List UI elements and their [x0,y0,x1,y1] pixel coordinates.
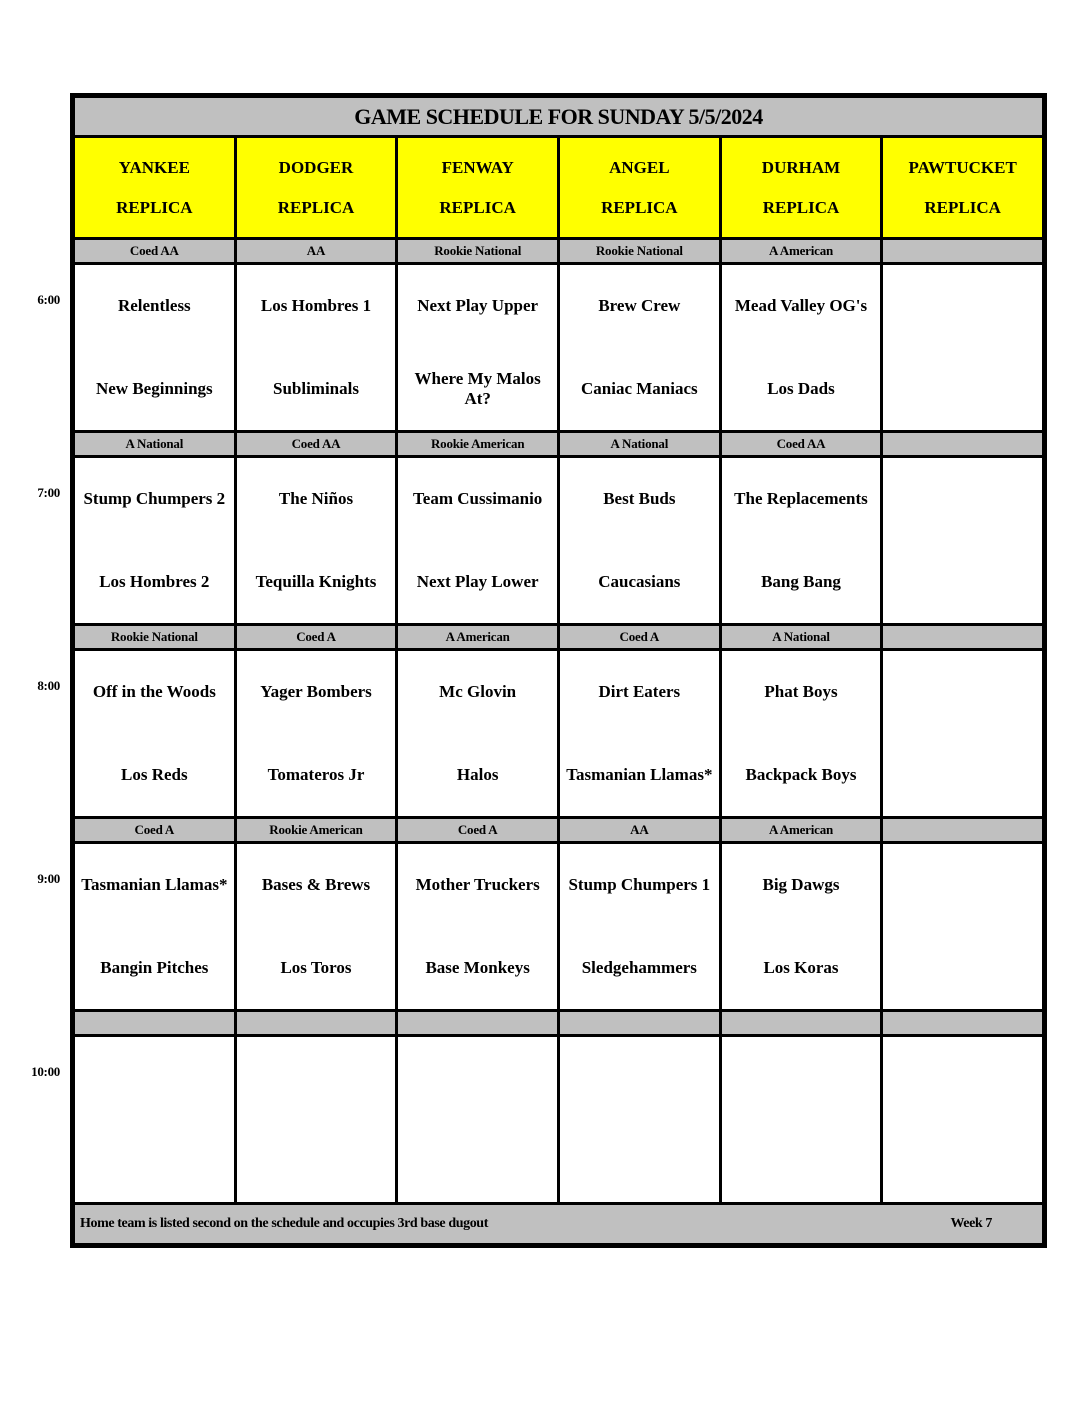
division-cell: Coed A [560,626,719,648]
field-name: ANGEL [609,157,670,177]
home-team: Los Koras [763,957,839,977]
division-cell: Rookie American [237,819,396,841]
field-type: REPLICA [277,197,355,217]
visitor-team: Off in the Woods [92,682,216,702]
visitor-team: The Niños [278,489,354,509]
division-cell: Coed A [398,819,557,841]
home-team: Halos [456,764,499,784]
home-team: Next Play Lower [416,571,539,591]
division-cell: Coed A [75,819,234,841]
game-cell [75,458,234,623]
home-team: Tequilla Knights [255,571,377,591]
home-team: Base Monkeys [425,957,530,977]
week-label: Week 7 [950,1216,992,1231]
home-team: Subliminals [272,378,359,398]
visitor-team: Bases & Brews [261,875,371,895]
game-cell [398,651,557,816]
game-cell [560,265,719,430]
home-team: Caniac Maniacs [581,378,698,398]
division-cell [883,626,1042,648]
field-name: FENWAY [441,157,514,177]
home-team: Tasmanian Llamas* [566,764,713,784]
game-cell [722,1037,881,1202]
visitor-team [237,1037,396,1120]
field-type: REPLICA [762,197,840,217]
game-cell [398,1037,557,1202]
division-cell: A American [722,240,881,262]
division-cell [883,240,1042,262]
home-team: Tomateros Jr [267,764,365,784]
game-cell [722,651,881,816]
game-cell [560,844,719,1009]
game-cell [722,458,881,623]
time-label-6: 6:00 [37,292,60,307]
visitor-team: The Replacements [734,489,868,509]
schedule-title: GAME SCHEDULE FOR SUNDAY 5/5/2024 [75,98,1042,135]
division-cell: A National [75,433,234,455]
time-label-7: 7:00 [37,485,60,500]
home-team: Los Reds [121,764,188,784]
visitor-team: Mead Valley OG's [734,296,868,316]
division-cell: A National [722,626,881,648]
field-header-pawtucket [883,138,1042,237]
field-header-fenway [398,138,557,237]
game-cell [398,265,557,430]
division-cell [398,1012,557,1034]
division-cell [883,1012,1042,1034]
schedule-table [70,93,1047,1248]
home-team [237,1120,396,1203]
visitor-team: Stump Chumpers 1 [568,875,711,895]
game-cell [75,651,234,816]
game-cell [237,1037,396,1202]
division-cell: A National [560,433,719,455]
home-team: Los Dads [767,378,835,398]
division-cell: Coed AA [237,433,396,455]
home-team: Los Toros [280,957,352,977]
game-cell [75,1037,234,1202]
visitor-team: Best Buds [603,489,676,509]
home-team [398,1120,557,1203]
division-cell [237,1012,396,1034]
division-cell [75,1012,234,1034]
visitor-team: Mc Glovin [439,682,517,702]
field-header-yankee [75,138,234,237]
home-team [883,541,1042,624]
game-cell [560,1037,719,1202]
division-cell: Coed AA [75,240,234,262]
division-cell [883,819,1042,841]
time-label-9: 9:00 [37,871,60,886]
field-type: REPLICA [601,197,678,217]
home-team: Sledgehammers [581,957,697,977]
game-cell [560,651,719,816]
field-name: DURHAM [761,157,841,177]
home-team [75,1120,234,1203]
footer-bar [75,1205,1042,1243]
game-cell [722,844,881,1009]
home-team [722,1120,881,1203]
game-cell [883,265,1042,430]
game-cell [237,265,396,430]
visitor-team: Mother Truckers [415,875,540,895]
game-cell [883,1037,1042,1202]
division-cell: AA [560,819,719,841]
game-cell [883,458,1042,623]
visitor-team: Relentless [117,296,191,316]
home-team: New Beginnings [95,378,213,398]
game-cell [560,458,719,623]
field-name: YANKEE [118,157,190,177]
home-team: Backpack Boys [745,764,857,784]
visitor-team [883,844,1042,927]
visitor-team: Los Hombres 1 [260,296,372,316]
home-team: Bangin Pitches [100,957,209,977]
home-team: Where My Malos At? [414,369,541,408]
division-cell: Rookie National [398,240,557,262]
division-cell: Rookie American [398,433,557,455]
division-cell: Rookie National [75,626,234,648]
field-header-dodger [237,138,396,237]
visitor-team: Big Dawgs [762,875,840,895]
game-cell [398,458,557,623]
game-cell [237,458,396,623]
field-type: REPLICA [116,197,193,217]
time-label-10: 10:00 [31,1064,60,1079]
division-cell: AA [237,240,396,262]
visitor-team: Stump Chumpers 2 [83,489,226,509]
visitor-team: Phat Boys [764,682,838,702]
visitor-team: Brew Crew [598,296,681,316]
division-cell [722,1012,881,1034]
field-type: REPLICA [439,197,516,217]
home-team: Los Hombres 2 [99,571,210,591]
game-cell [75,844,234,1009]
game-cell [75,265,234,430]
visitor-team [883,458,1042,541]
home-team-note: Home team is listed second on the schedule and occupies 3rd base dugout [80,1216,488,1231]
game-cell [237,651,396,816]
division-cell [883,433,1042,455]
home-team [560,1120,719,1203]
field-type: REPLICA [924,197,1001,217]
game-cell [883,651,1042,816]
division-cell: A American [722,819,881,841]
visitor-team: Tasmanian Llamas* [81,875,228,895]
game-cell [722,265,881,430]
field-header-durham [722,138,881,237]
field-name: DODGER [278,157,354,177]
home-team [883,927,1042,1010]
home-team: Bang Bang [761,571,841,591]
division-cell: Coed A [237,626,396,648]
visitor-team [883,1037,1042,1120]
field-header-angel [560,138,719,237]
visitor-team [75,1037,234,1120]
time-label-8: 8:00 [37,678,60,693]
division-cell: Rookie National [560,240,719,262]
division-cell [560,1012,719,1034]
visitor-team [398,1037,557,1120]
division-cell: A American [398,626,557,648]
game-cell [398,844,557,1009]
field-name: PAWTUCKET [908,157,1017,177]
home-team: Caucasians [598,571,681,591]
visitor-team: Team Cussimanio [413,489,543,509]
visitor-team [883,265,1042,348]
home-team [883,1120,1042,1203]
game-cell [883,844,1042,1009]
visitor-team [883,651,1042,734]
visitor-team [722,1037,881,1120]
game-cell [237,844,396,1009]
home-team [883,734,1042,817]
visitor-team: Yager Bombers [260,682,372,702]
visitor-team: Dirt Eaters [598,682,681,702]
visitor-team: Next Play Upper [417,296,539,316]
division-cell: Coed AA [722,433,881,455]
visitor-team [560,1037,719,1120]
home-team [883,348,1042,431]
